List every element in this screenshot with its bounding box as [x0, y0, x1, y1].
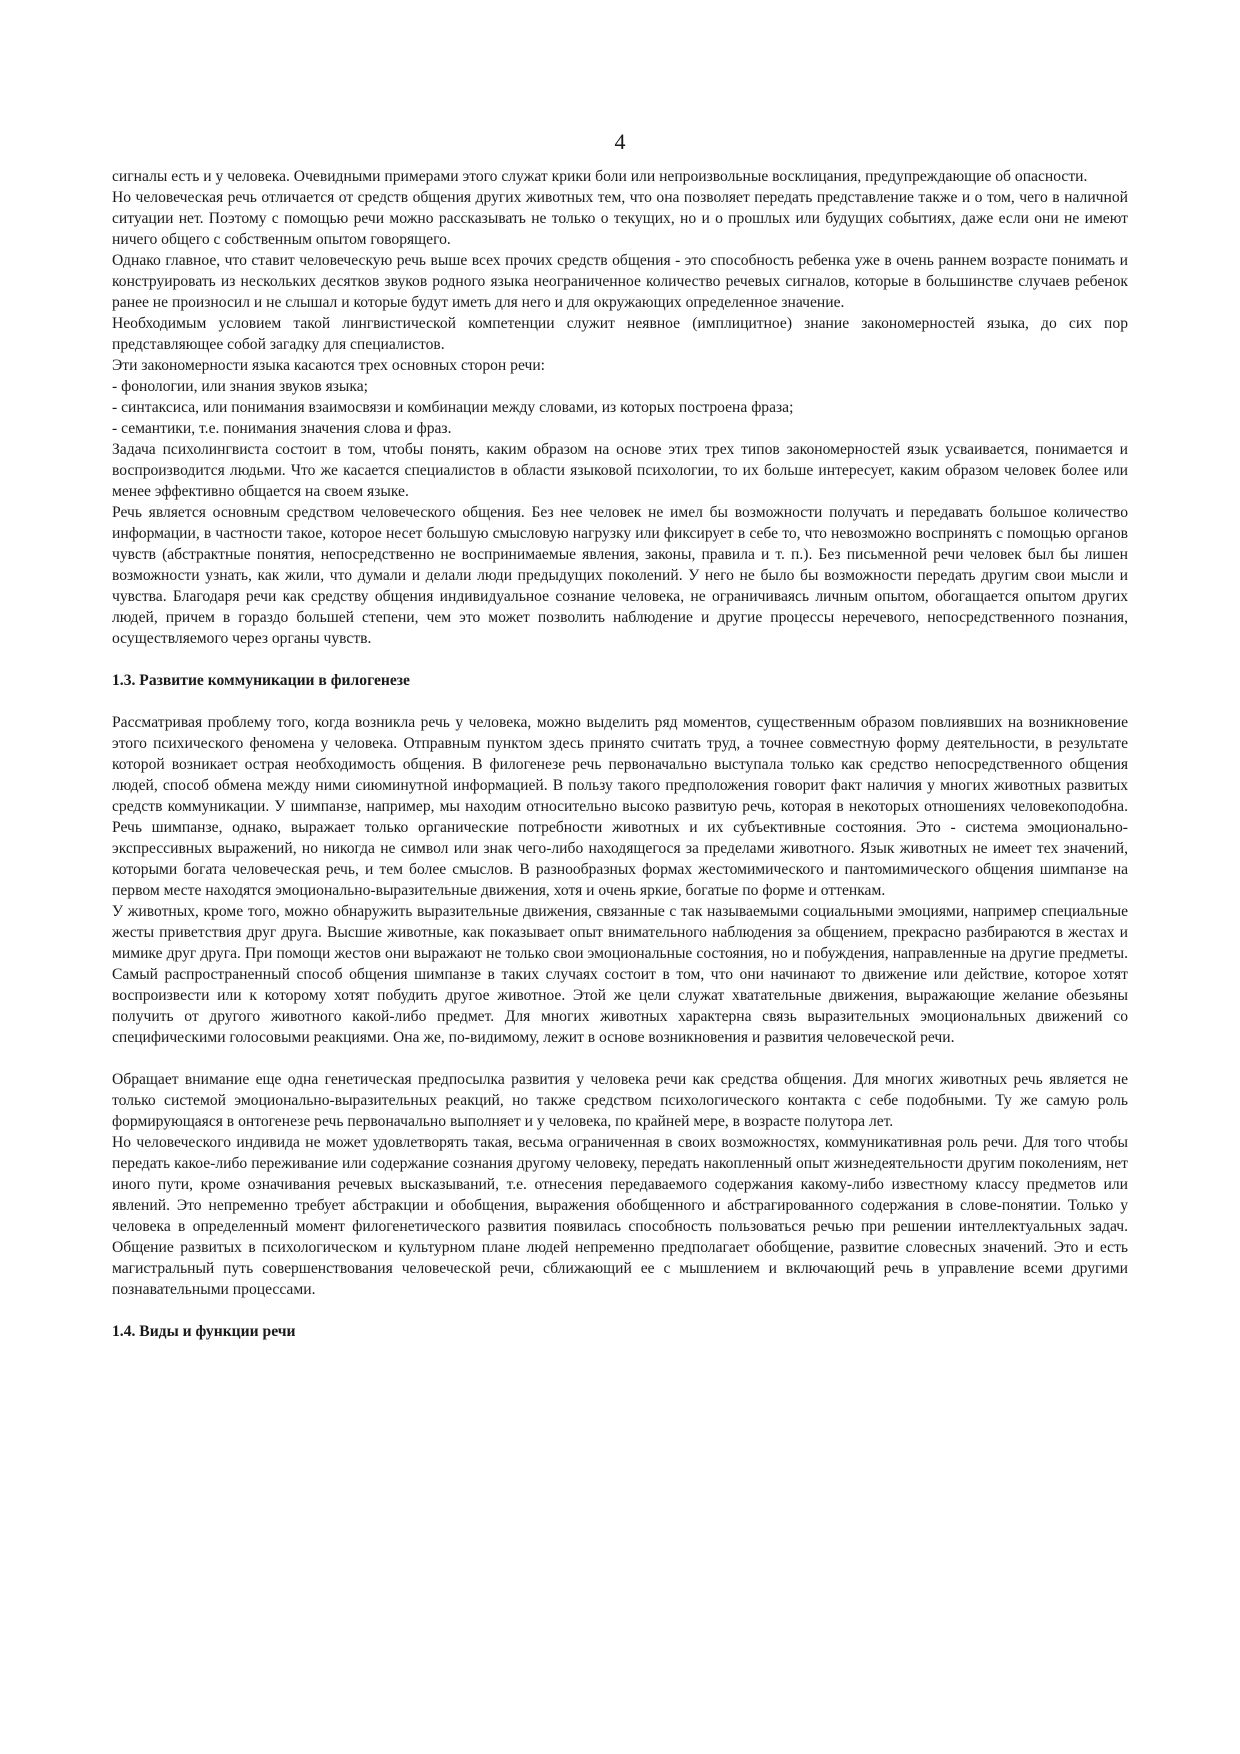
paragraph: сигналы есть и у человека. Очевидными примерами этого служат крики боли или непроизвольные восклицания, предупреждающие об опасности.	[112, 168, 1088, 185]
page-content	[112, 166, 1128, 1363]
section-heading-1-3: 1.3. Развитие коммуникации в филогенезе	[112, 672, 410, 689]
paragraph: Но человеческая речь отличается от средств общения других животных тем, что она позволяет передать представление также и о том, чего в наличной ситуации нет. Поэтому с помощью речи можно рассказывать не только о текущих, но и о прошлых или будущих событиях, даже если они не имеют ничего общего с собственным опытом говорящего.	[112, 189, 1128, 248]
paragraph: Однако главное, что ставит человеческую речь выше всех прочих средств общения - это способность ребенка уже в очень раннем возрасте понимать и конструировать из нескольких десятков звуков родного языка неограниченное количество речевых сигналов, которые в большинстве случаев ребенок ранее не произносил и не слышал и которые будут иметь для него и для окружающих определенное значение.	[112, 252, 1128, 311]
paragraph: Речь является основным средством человеческого общения. Без нее человек не имел бы возможности получать и передавать большое количество информации, в частности такое, которое несет большую смысловую нагрузку или фиксирует в себе то, что невозможно воспринять с помощью органов чувств (абстрактные понятия, непосредственно не воспринимаемые явления, законы, правила и т. п.). Без письменной речи человек был бы лишен возможности узнать, как жили, что думали и делали люди предыдущих поколений. У него не было бы возможности передать другим свои мысли и чувства. Благодаря речи как средству общения индивидуальное сознание человека, не ограничиваясь личным опытом, обогащается опытом других людей, причем в гораздо большей степени, чем это может позволить наблюдение и другие процессы неречевого, непосредственного познания, осуществляемого через органы чувств.	[112, 504, 1128, 647]
paragraph: У животных, кроме того, можно обнаружить выразительные движения, связанные с так называемыми социальными эмоциями, например специальные жесты приветствия друг друга. Высшие животные, как показывает опыт внимательного наблюдения за общением, прекрасно разбираются в жестах и мимике друг друга. При помощи жестов они выражают не только свои эмоциональные состояния, но и побуждения, направленные на другие предметы. Самый распространенный способ общения шимпанзе в таких случаях состоит в том, что они начинают то движение или действие, которое хотят воспроизвести или к которому хотят побудить другое животное. Этой же цели служат хватательные движения, выражающие желание обезьяны получить от другого животного какой-либо предмет. Для многих животных характерна связь выразительных эмоциональных движений со специфическими голосовыми реакциями. Она же, по-видимому, лежит в основе возникновения и развития человеческой речи.	[112, 903, 1128, 1046]
list-item: - синтаксиса, или понимания взаимосвязи и комбинации между словами, из которых построена фраза;	[112, 399, 794, 416]
paragraph: Необходимым условием такой лингвистической компетенции служит неявное (имплицитное) знание закономерностей языка, до сих пор представляющее собой загадку для специалистов.	[112, 315, 1128, 353]
paragraph: Эти закономерности языка касаются трех основных сторон речи:	[112, 357, 546, 374]
paragraph: Задача психолингвиста состоит в том, чтобы понять, каким образом на основе этих трех типов закономерностей язык усваивается, понимается и воспроизводится людьми. Что же касается специалистов в области языковой психологии, то их больше интересует, каким образом человек более или менее эффективно общается на своем языке.	[112, 441, 1128, 500]
paragraph: Обращает внимание еще одна генетическая предпосылка развития у человека речи как средства общения. Для многих животных речь является не только системой эмоционально-выразительных реакций, но также средством психологического контакта с себе подобными. Ту же самую роль формирующаяся в онтогенезе речь первоначально выполняет и у человека, по крайней мере, в возрасте полутора лет.	[112, 1071, 1128, 1130]
list-item: - фонологии, или знания звуков языка;	[112, 378, 368, 395]
paragraph: Рассматривая проблему того, когда возникла речь у человека, можно выделить ряд моментов, существенным образом повлиявших на возникновение этого психического феномена у человека. Отправным пунктом здесь принято считать труд, а точнее совместную форму деятельности, в результате которой возникает острая необходимость общения. В филогенезе речь первоначально выступала только как средство непосредственного общения людей, способ обмена между ними сиюминутной информацией. В пользу такого предположения говорит факт наличия у многих животных развитых средств коммуникации. У шимпанзе, например, мы находим относительно высоко развитую речь, которая в некоторых отношениях человекоподобна. Речь шимпанзе, однако, выражает только органические потребности животных и их субъективные состояния. Это - система эмоционально-экспрессивных выражений, но никогда не символ или знак чего-либо находящегося за пределами животного. Язык животных не имеет тех значений, которыми богата человеческая речь, и тем более смыслов. В разнообразных формах жестомимического и пантомимического общения шимпанзе на первом месте находятся эмоционально-выразительные движения, хотя и очень яркие, богатые по форме и оттенкам.	[112, 714, 1128, 899]
page-number: 4	[614, 129, 626, 154]
section-heading-1-4: 1.4. Виды и функции речи	[112, 1323, 296, 1340]
list-item: - семантики, т.е. понимания значения слова и фраз.	[112, 420, 452, 437]
paragraph: Но человеческого индивида не может удовлетворять такая, весьма ограниченная в своих возможностях, коммуникативная роль речи. Для того чтобы передать какое-либо переживание или содержание сознания другому человеку, передать накопленный опыт жизнедеятельности другим поколениям, нет иного пути, кроме означивания речевых высказываний, т.е. отнесения передаваемого содержания какому-либо известному классу предметов или явлений. Это непременно требует абстракции и обобщения, выражения обобщенного и абстрагированного содержания в слове-понятии. Только у человека в определенный момент филогенетического развития появилась способность пользоваться речью при решении интеллектуальных задач. Общение развитых в психологическом и культурном плане людей непременно предполагает обобщение, развитие словесных значений. Это и есть магистральный путь совершенствования человеческой речи, сближающий ее с мышлением и включающий речь в управление всеми другими познавательными процессами.	[112, 1134, 1128, 1298]
